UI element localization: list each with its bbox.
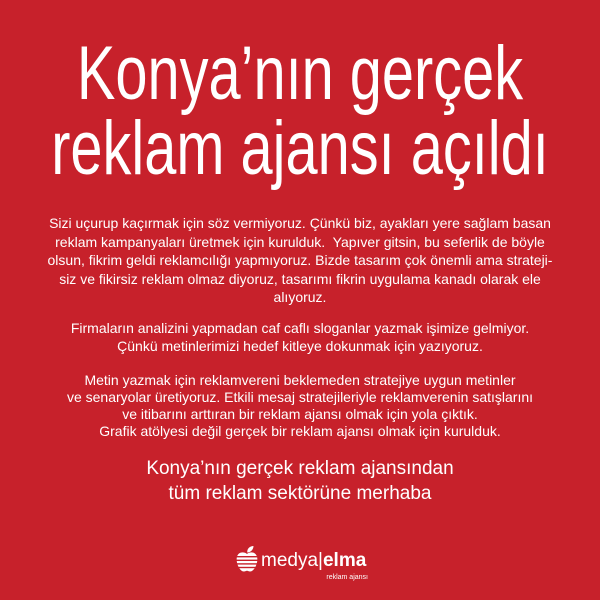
- apple-leaf: [247, 546, 253, 553]
- body-line: ve senaryolar üretiyoruz. Etkili mesaj stratejileriyle reklamverenin satışlarını: [66, 389, 534, 405]
- body-line: reklam kampanyaları üretmek için kurulduk. Yapıver gitsin, bu seferlik de böyle: [55, 233, 545, 250]
- body-line: siz ve fikirsiz reklam olmaz diyoruz, tasarımı fikrin uygulama kanadı olarak ele: [59, 270, 541, 287]
- body-paragraph: [0, 372, 600, 440]
- brand-separator: |: [318, 550, 323, 571]
- striped-apple-icon: [235, 545, 259, 573]
- apple-stripe: [235, 563, 259, 564]
- body-line: olsun, fikrim geldi reklamcılığı yapmıyoruz. Bizde tasarım çok önemli ama strateji-: [47, 252, 553, 268]
- closing-message: [0, 456, 600, 506]
- body-line: Metin yazmak için reklamvereni beklemeden stratejiye uygun metinler: [84, 372, 516, 388]
- closing-line: Konya’nın gerçek reklam ajansından: [146, 458, 454, 479]
- body-line: Çünkü metinlerimizi hedef kitleye dokunmak için yazıyoruz.: [117, 338, 483, 354]
- closing-line: tüm reklam sektörüne merhaba: [168, 483, 432, 504]
- body-line: Firmaların analizini yapmadan caf caflı sloganlar yazmak işimize gelmiyor.: [70, 320, 530, 336]
- brand-name-medya: medya: [261, 550, 319, 571]
- apple-body: [237, 552, 258, 571]
- body-line: Sizi uçurup kaçırmak için söz vermiyoruz. Çünkü biz, ayakları yere sağlam basan: [49, 215, 551, 231]
- headline-line: Konya’nın gerçek: [76, 31, 524, 116]
- brand-name: [261, 550, 366, 572]
- apple-stripe: [235, 560, 259, 561]
- body-line: ve itibarını arttıran bir reklam ajansı olmak için yola çıktık.: [122, 406, 478, 422]
- apple-stripe: [235, 556, 259, 557]
- body-paragraph: [0, 319, 600, 355]
- brand-tagline: reklam ajansı: [326, 574, 368, 581]
- body-paragraph: [0, 214, 600, 307]
- brand-name-elma: elma: [322, 550, 367, 571]
- apple-stripe: [235, 567, 259, 568]
- body-line: Grafik atölyesi değil gerçek bir reklam ajansı olmak için kurulduk.: [99, 423, 501, 439]
- headline-line: reklam ajansı açıldı: [51, 106, 549, 191]
- body-line: alıyoruz.: [273, 289, 327, 305]
